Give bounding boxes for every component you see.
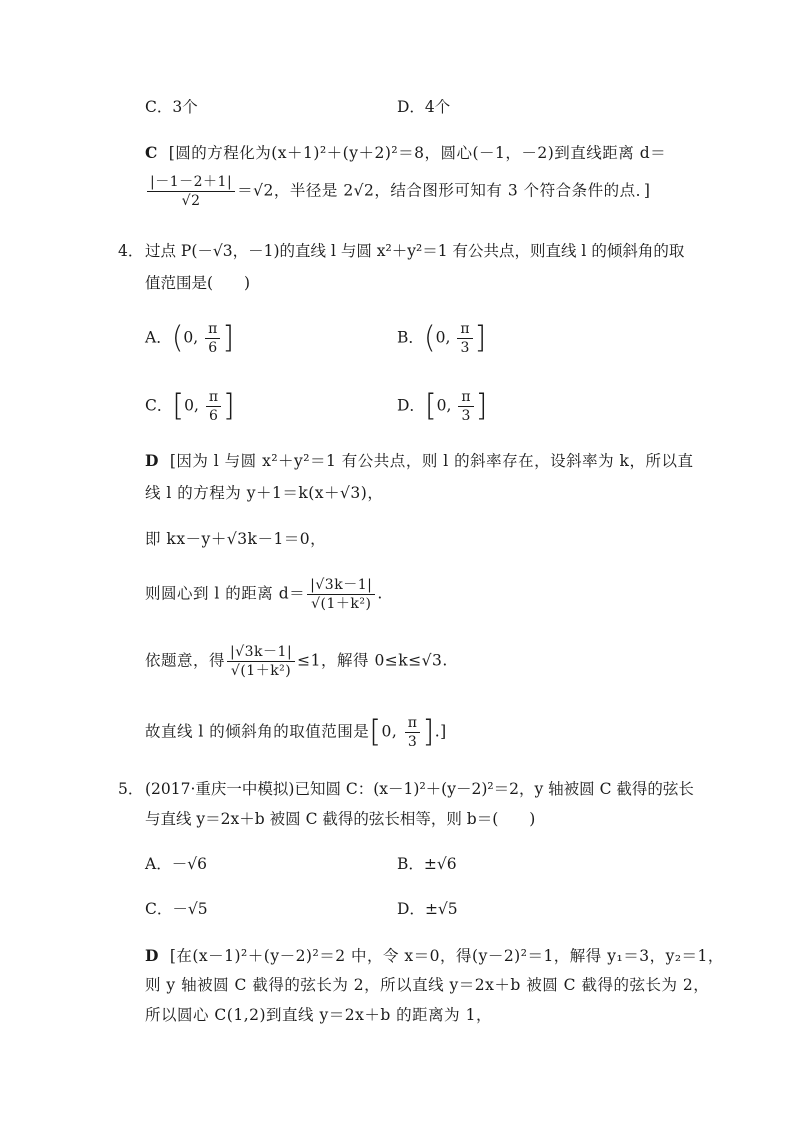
q4-option-c-left-bracket: [ (172, 388, 185, 424)
q4-option-d-num: π (458, 390, 473, 407)
q5-option-b-label: B． (397, 855, 424, 873)
q4-answer-line3: 即 kx－y＋√3k－1＝0， (145, 530, 327, 548)
q5-option-b-value: ±√6 (423, 855, 457, 873)
q4-option-b[interactable] (397, 322, 486, 355)
q4-answer-text1: [因为 l 与圆 x²＋y²＝1 有公共点，则 l 的斜率存在，设斜率为 k，所以直 (169, 452, 694, 470)
q5-answer-line3: 所以圆心 C(1,2)到直线 y＝2x＋b 的距离为 1， (145, 1006, 492, 1024)
q4-distance-den: √(1＋k²) (311, 596, 372, 612)
q3-answer-letter: C (145, 143, 158, 162)
q4-distance-num: |√3k－1| (307, 578, 375, 595)
q4-inequality-num: |√3k－1| (227, 645, 295, 662)
q4-option-c-right-bracket: ] (223, 388, 235, 424)
q4-option-d-den: 3 (461, 408, 471, 424)
q3-option-d: D．4个 (397, 98, 451, 116)
q4-answer-line4-pre: 则圆心到 l 的距离 d＝ (145, 584, 306, 603)
q4-option-d[interactable] (397, 390, 487, 423)
q4-answer-line5-pre: 依题意，得 (145, 651, 226, 670)
q4-option-a-num: π (205, 322, 220, 339)
q4-option-c-lower: 0, (184, 396, 199, 415)
q4-answer-line5 (145, 645, 448, 678)
q4-answer-right-bracket: ] (422, 714, 435, 750)
q4-option-d-lower: 0, (436, 396, 452, 415)
q5-option-a-value: －√6 (171, 855, 207, 873)
q4-option-b-fraction (457, 322, 472, 355)
q3-fraction-denominator: √2 (181, 193, 201, 209)
q5-stem-line1: (2017·重庆一中模拟)已知圆 C：(x－1)²＋(y－2)²＝2，y 轴被圆 C 截得的弦长 (145, 780, 694, 798)
q4-option-c-fraction (206, 390, 221, 423)
q4-answer-line6-lower: 0, (381, 722, 398, 741)
q4-option-d-right-bracket: ] (475, 388, 488, 424)
q4-number: 4． (118, 242, 144, 260)
q4-range-fraction (405, 716, 421, 749)
q4-option-c-label: C． (145, 396, 173, 415)
q3-answer-text1: [圆的方程化为(x＋1)²＋(y＋2)²＝8，圆心(－1，－2)到直线距离 d＝ (168, 144, 667, 162)
q5-answer-line1 (145, 948, 724, 965)
q4-answer-line6 (145, 716, 447, 749)
q4-option-a[interactable] (145, 322, 234, 355)
q4-option-a-fraction (205, 322, 220, 355)
q5-option-b[interactable] (397, 857, 457, 873)
q4-option-b-lower: 0, (435, 328, 451, 347)
q5-option-a[interactable] (145, 857, 207, 873)
q3-option-c: C．3个 (145, 98, 198, 116)
q3-answer-line2 (145, 175, 650, 208)
q4-answer-line2: 线 l 的方程为 y＋1＝k(x＋√3)， (145, 484, 384, 502)
q4-answer-line6-post: .] (434, 722, 447, 741)
q4-option-b-label: B． (397, 328, 424, 347)
q5-option-c-label: C． (145, 900, 173, 918)
q4-stem-line2: 值范围是( ) (145, 274, 251, 292)
q4-option-a-right-bracket: ] (222, 320, 235, 356)
q5-answer-text1: [在(x－1)²＋(y－2)²＝2 中，令 x＝0，得(y－2)²＝1，解得 y₁＝3，y₂＝1， (169, 947, 724, 965)
q4-option-a-label: A． (145, 328, 172, 347)
q3-fraction-numerator: |－1－2＋1| (147, 175, 235, 192)
q4-option-a-den: 6 (208, 340, 218, 356)
q4-inequality-den: √(1＋k²) (230, 663, 292, 679)
q5-stem-line2: 与直线 y＝2x＋b 被圆 C 截得的弦长相等，则 b＝( ) (145, 810, 536, 828)
q4-option-b-left-bracket: ( (423, 320, 436, 356)
q4-option-a-left-bracket: ( (171, 320, 184, 356)
q5-answer-line2: 则 y 轴被圆 C 截得的弦长为 2，所以直线 y＝2x＋b 被圆 C 截得的弦长为 2， (145, 976, 710, 994)
q4-option-d-label: D． (397, 396, 425, 415)
q4-distance-fraction (307, 578, 375, 611)
q3-answer-text2: ＝√2，半径是 2√2，结合图形可知有 3 个符合条件的点．] (237, 181, 651, 200)
q5-option-c-value: －√5 (172, 900, 208, 918)
q5-option-c[interactable] (145, 902, 208, 918)
q4-option-c-den: 6 (208, 408, 218, 424)
q4-range-den: 3 (407, 734, 418, 750)
q5-option-d-value: ±√5 (424, 900, 458, 918)
q3-answer-line1 (145, 145, 666, 162)
q4-answer-line1 (145, 453, 693, 470)
q4-inequality-fraction (227, 645, 295, 678)
q4-answer-left-bracket: [ (369, 714, 382, 750)
q4-option-c[interactable] (145, 390, 235, 423)
q5-number: 5． (118, 780, 144, 798)
q5-option-d-label: D． (397, 900, 425, 918)
q5-answer-letter: D (145, 946, 159, 965)
q4-option-b-den: 3 (460, 340, 470, 356)
q4-answer-line5-post: ≤1，解得 0≤k≤√3. (297, 651, 448, 670)
q4-option-c-num: π (206, 390, 221, 407)
q4-option-a-lower: 0, (183, 328, 199, 347)
q4-answer-letter: D (145, 451, 159, 470)
q5-option-d[interactable] (397, 902, 458, 918)
q4-option-d-fraction (458, 390, 473, 423)
q5-option-a-label: A． (145, 855, 172, 873)
q3-distance-fraction (147, 175, 235, 208)
q4-answer-line4-post: . (377, 584, 383, 603)
q4-option-d-left-bracket: [ (424, 388, 437, 424)
q4-answer-line6-pre: 故直线 l 的倾斜角的取值范围是 (145, 722, 370, 741)
q4-stem-line1: 过点 P(－√3，－1)的直线 l 与圆 x²＋y²＝1 有公共点，则直线 l 的倾斜角的取 (145, 242, 685, 260)
q4-option-b-num: π (457, 322, 472, 339)
q4-option-b-right-bracket: ] (474, 320, 487, 356)
q4-answer-line4 (145, 578, 383, 611)
q4-range-num: π (405, 716, 421, 733)
